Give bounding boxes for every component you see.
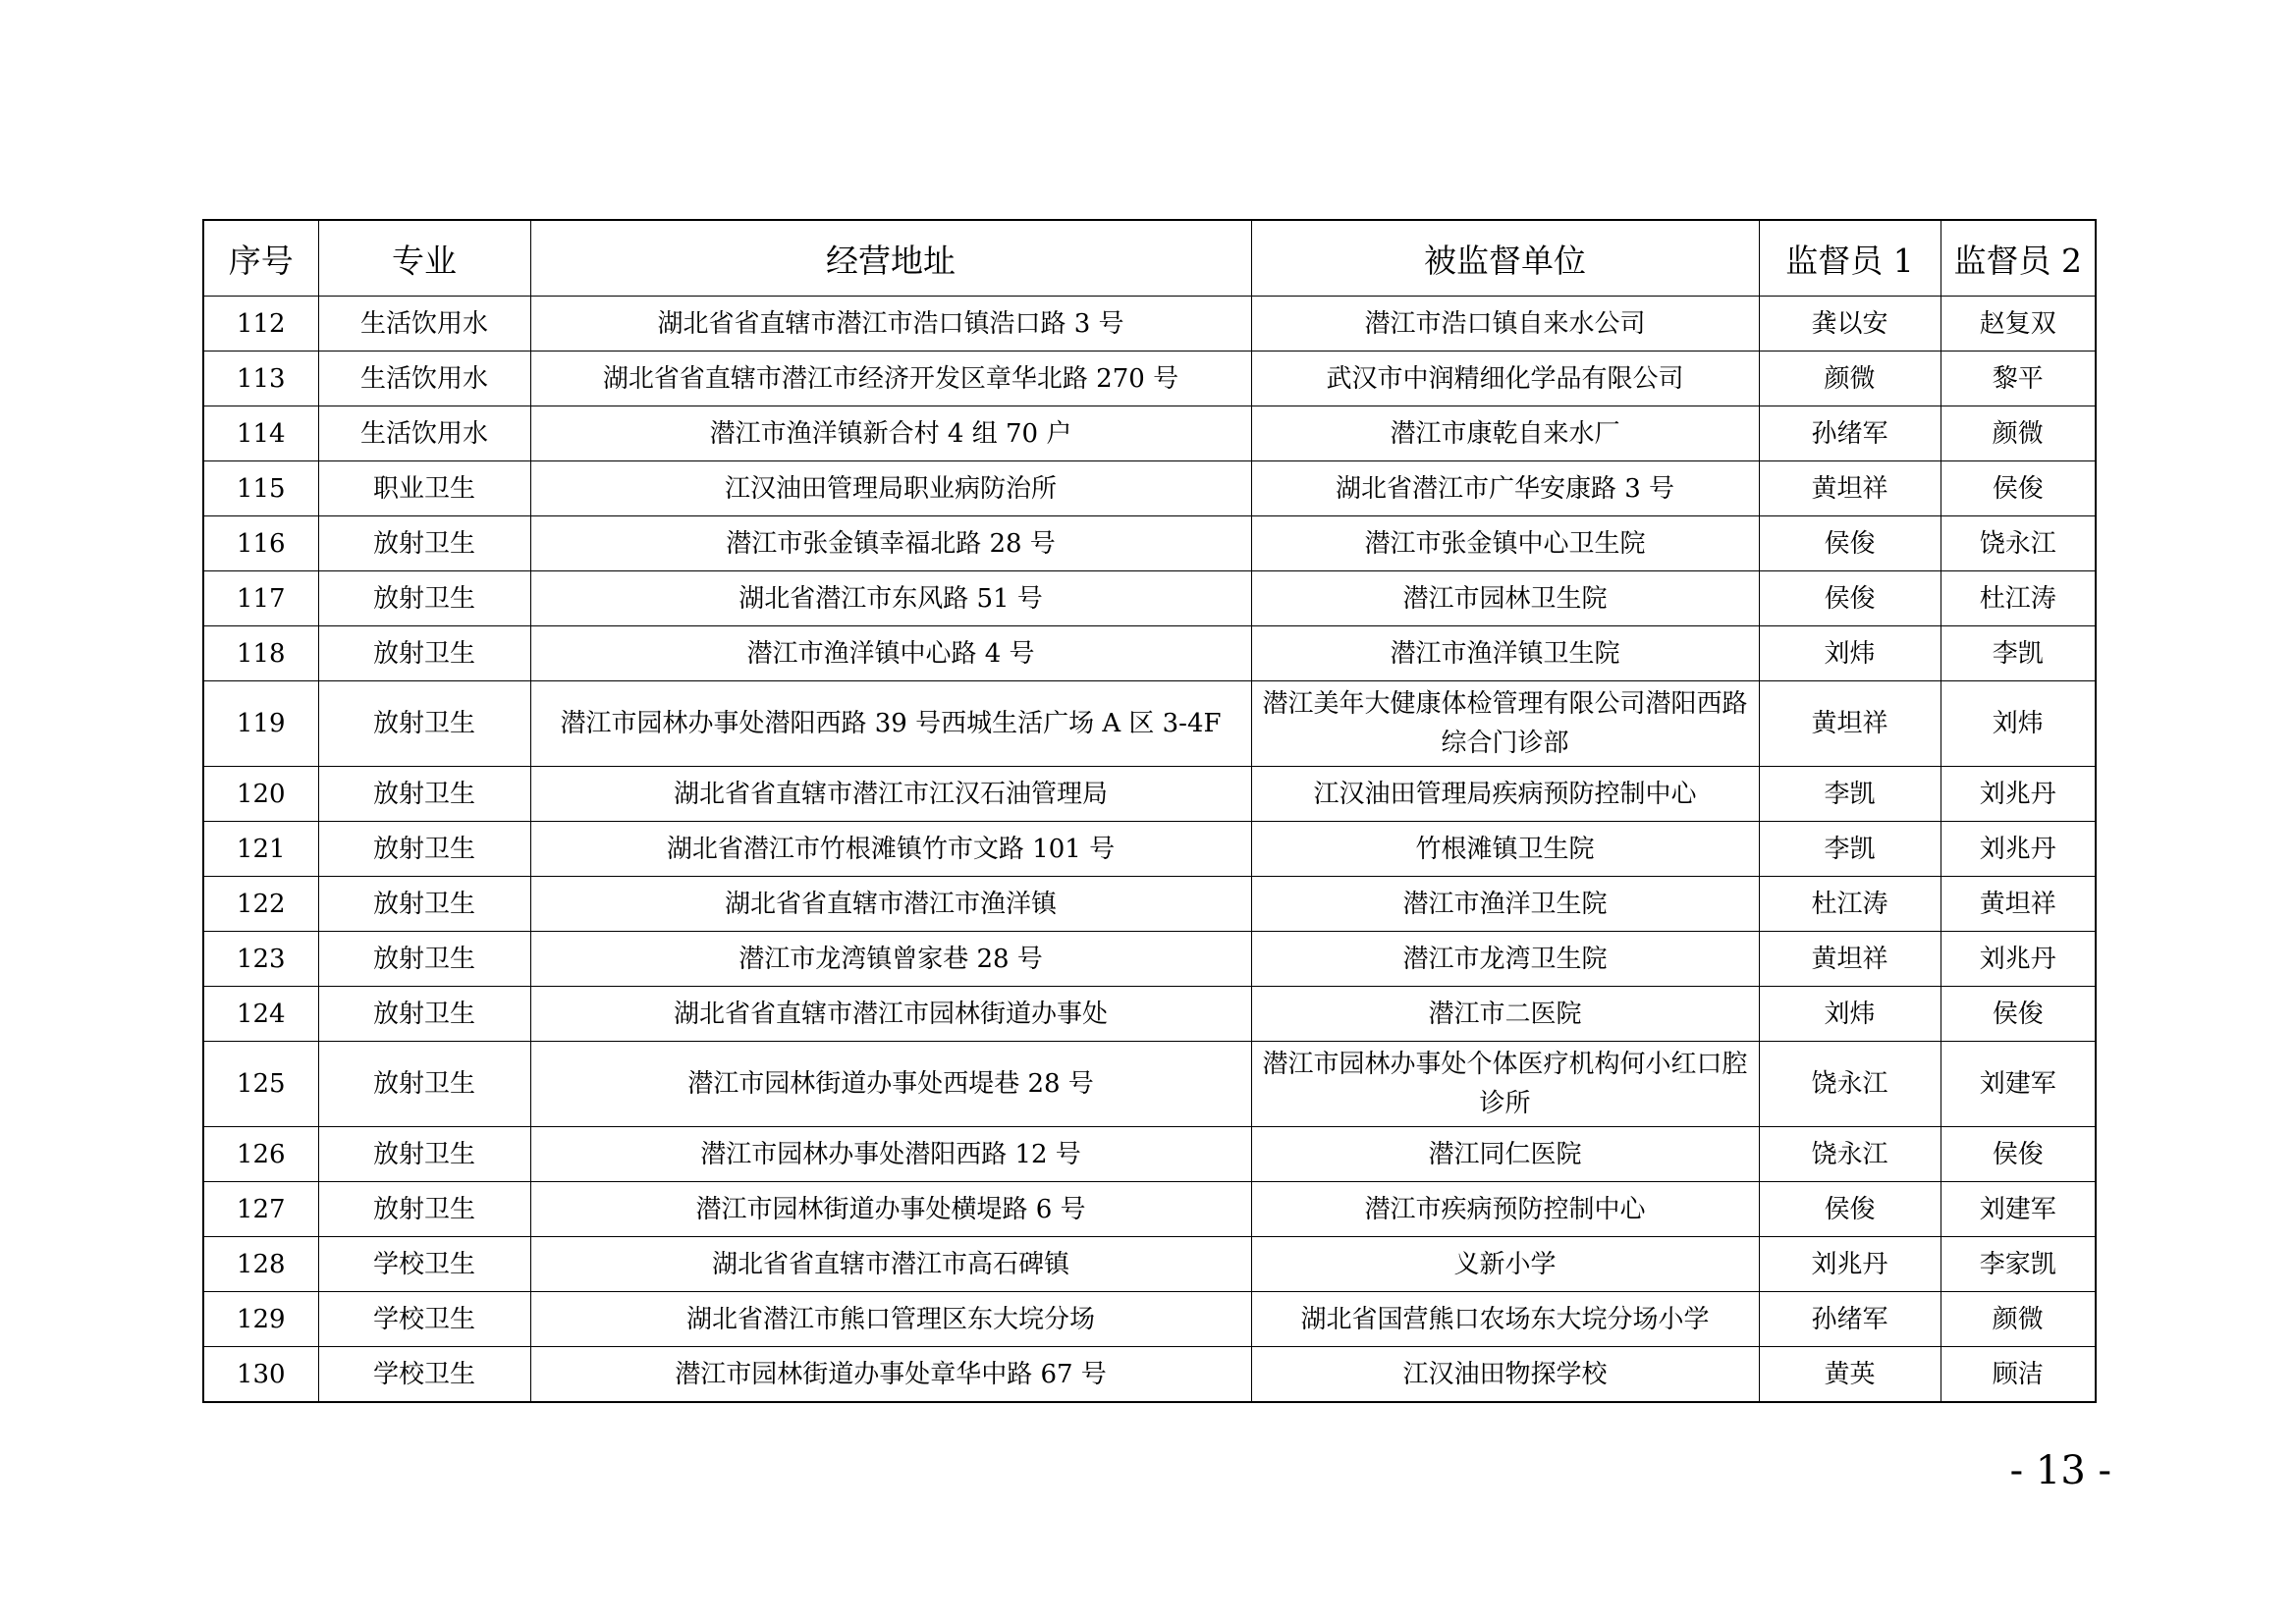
cell-specialty: 生活饮用水	[318, 352, 530, 406]
cell-specialty: 放射卫生	[318, 1042, 530, 1127]
table-row	[203, 516, 2096, 571]
cell-address: 湖北省省直辖市潜江市高石碑镇	[530, 1237, 1251, 1292]
cell-seq: 112	[203, 297, 318, 352]
cell-supervisor-2: 刘兆丹	[1941, 767, 2096, 822]
cell-seq: 125	[203, 1042, 318, 1127]
table-row	[203, 987, 2096, 1042]
table-body	[203, 297, 2096, 1403]
header-supervisor-1: 监督员 1	[1759, 220, 1941, 297]
cell-unit: 潜江市龙湾卫生院	[1251, 932, 1759, 987]
cell-supervisor-2: 刘兆丹	[1941, 932, 2096, 987]
cell-supervisor-2: 侯俊	[1941, 1127, 2096, 1182]
cell-address: 潜江市渔洋镇中心路 4 号	[530, 626, 1251, 681]
cell-supervisor-1: 李凯	[1759, 767, 1941, 822]
cell-supervisor-1: 杜江涛	[1759, 877, 1941, 932]
cell-address: 湖北省省直辖市潜江市浩口镇浩口路 3 号	[530, 297, 1251, 352]
cell-supervisor-1: 孙绪军	[1759, 406, 1941, 461]
cell-supervisor-2: 李家凯	[1941, 1237, 2096, 1292]
cell-unit: 潜江市二医院	[1251, 987, 1759, 1042]
cell-specialty: 生活饮用水	[318, 297, 530, 352]
cell-supervisor-1: 黄英	[1759, 1347, 1941, 1403]
cell-supervisor-1: 孙绪军	[1759, 1292, 1941, 1347]
cell-supervisor-2: 颜微	[1941, 1292, 2096, 1347]
table-row	[203, 822, 2096, 877]
cell-specialty: 放射卫生	[318, 987, 530, 1042]
cell-unit: 湖北省潜江市广华安康路 3 号	[1251, 461, 1759, 516]
cell-seq: 113	[203, 352, 318, 406]
cell-seq: 117	[203, 571, 318, 626]
table-row	[203, 1182, 2096, 1237]
table-row	[203, 461, 2096, 516]
cell-unit: 湖北省国营熊口农场东大垸分场小学	[1251, 1292, 1759, 1347]
cell-unit: 潜江市渔洋镇卫生院	[1251, 626, 1759, 681]
header-address: 经营地址	[530, 220, 1251, 297]
cell-seq: 114	[203, 406, 318, 461]
table-row	[203, 932, 2096, 987]
cell-seq: 124	[203, 987, 318, 1042]
cell-unit: 潜江市渔洋卫生院	[1251, 877, 1759, 932]
cell-specialty: 放射卫生	[318, 626, 530, 681]
page-number: - 13 -	[2009, 1448, 2111, 1493]
cell-specialty: 放射卫生	[318, 1127, 530, 1182]
cell-specialty: 学校卫生	[318, 1347, 530, 1403]
table-row	[203, 767, 2096, 822]
table-row	[203, 626, 2096, 681]
cell-seq: 121	[203, 822, 318, 877]
table-header-row	[203, 220, 2096, 297]
cell-seq: 128	[203, 1237, 318, 1292]
cell-supervisor-1: 龚以安	[1759, 297, 1941, 352]
cell-address: 潜江市园林街道办事处西堤巷 28 号	[530, 1042, 1251, 1127]
cell-seq: 126	[203, 1127, 318, 1182]
cell-specialty: 放射卫生	[318, 516, 530, 571]
header-supervised-unit: 被监督单位	[1251, 220, 1759, 297]
cell-supervisor-2: 顾洁	[1941, 1347, 2096, 1403]
cell-supervisor-1: 黄坦祥	[1759, 681, 1941, 767]
cell-supervisor-2: 侯俊	[1941, 987, 2096, 1042]
cell-seq: 115	[203, 461, 318, 516]
cell-unit: 潜江市疾病预防控制中心	[1251, 1182, 1759, 1237]
cell-supervisor-1: 侯俊	[1759, 1182, 1941, 1237]
cell-unit: 武汉市中润精细化学品有限公司	[1251, 352, 1759, 406]
cell-supervisor-1: 黄坦祥	[1759, 461, 1941, 516]
cell-seq: 120	[203, 767, 318, 822]
cell-supervisor-1: 黄坦祥	[1759, 932, 1941, 987]
cell-specialty: 生活饮用水	[318, 406, 530, 461]
table-row	[203, 877, 2096, 932]
cell-seq: 119	[203, 681, 318, 767]
cell-supervisor-2: 刘炜	[1941, 681, 2096, 767]
cell-supervisor-2: 侯俊	[1941, 461, 2096, 516]
cell-unit: 潜江市园林卫生院	[1251, 571, 1759, 626]
table-row	[203, 571, 2096, 626]
cell-supervisor-2: 黎平	[1941, 352, 2096, 406]
cell-specialty: 放射卫生	[318, 1182, 530, 1237]
cell-unit: 江汉油田管理局疾病预防控制中心	[1251, 767, 1759, 822]
cell-supervisor-1: 刘兆丹	[1759, 1237, 1941, 1292]
cell-supervisor-2: 颜微	[1941, 406, 2096, 461]
cell-unit: 竹根滩镇卫生院	[1251, 822, 1759, 877]
table-row	[203, 297, 2096, 352]
cell-seq: 130	[203, 1347, 318, 1403]
cell-specialty: 学校卫生	[318, 1292, 530, 1347]
cell-seq: 127	[203, 1182, 318, 1237]
cell-supervisor-2: 刘兆丹	[1941, 822, 2096, 877]
cell-unit: 潜江市浩口镇自来水公司	[1251, 297, 1759, 352]
cell-address: 湖北省省直辖市潜江市江汉石油管理局	[530, 767, 1251, 822]
cell-unit: 潜江美年大健康体检管理有限公司潜阳西路综合门诊部	[1251, 681, 1759, 767]
cell-seq: 129	[203, 1292, 318, 1347]
cell-unit: 潜江市园林办事处个体医疗机构何小红口腔诊所	[1251, 1042, 1759, 1127]
cell-unit: 潜江市张金镇中心卫生院	[1251, 516, 1759, 571]
cell-address: 湖北省省直辖市潜江市园林街道办事处	[530, 987, 1251, 1042]
cell-address: 潜江市渔洋镇新合村 4 组 70 户	[530, 406, 1251, 461]
table-row	[203, 1237, 2096, 1292]
cell-address: 潜江市龙湾镇曾家巷 28 号	[530, 932, 1251, 987]
header-specialty: 专业	[318, 220, 530, 297]
cell-specialty: 放射卫生	[318, 681, 530, 767]
cell-address: 湖北省省直辖市潜江市经济开发区章华北路 270 号	[530, 352, 1251, 406]
cell-address: 湖北省省直辖市潜江市渔洋镇	[530, 877, 1251, 932]
table-row	[203, 1292, 2096, 1347]
cell-seq: 118	[203, 626, 318, 681]
cell-supervisor-1: 刘炜	[1759, 987, 1941, 1042]
cell-unit: 潜江市康乾自来水厂	[1251, 406, 1759, 461]
table-row	[203, 1347, 2096, 1403]
cell-supervisor-1: 侯俊	[1759, 571, 1941, 626]
cell-specialty: 放射卫生	[318, 877, 530, 932]
cell-address: 湖北省潜江市熊口管理区东大垸分场	[530, 1292, 1251, 1347]
header-supervisor-2: 监督员 2	[1941, 220, 2096, 297]
cell-supervisor-1: 刘炜	[1759, 626, 1941, 681]
cell-address: 潜江市园林办事处潜阳西路 12 号	[530, 1127, 1251, 1182]
cell-supervisor-1: 饶永江	[1759, 1127, 1941, 1182]
cell-specialty: 职业卫生	[318, 461, 530, 516]
cell-supervisor-1: 颜微	[1759, 352, 1941, 406]
cell-seq: 122	[203, 877, 318, 932]
cell-address: 潜江市张金镇幸福北路 28 号	[530, 516, 1251, 571]
cell-address: 湖北省潜江市竹根滩镇竹市文路 101 号	[530, 822, 1251, 877]
cell-supervisor-2: 黄坦祥	[1941, 877, 2096, 932]
cell-supervisor-1: 饶永江	[1759, 1042, 1941, 1127]
cell-supervisor-2: 刘建军	[1941, 1182, 2096, 1237]
cell-address: 潜江市园林办事处潜阳西路 39 号西城生活广场 A 区 3-4F	[530, 681, 1251, 767]
supervision-table	[202, 219, 2097, 1403]
cell-supervisor-1: 李凯	[1759, 822, 1941, 877]
cell-specialty: 放射卫生	[318, 932, 530, 987]
table-row	[203, 406, 2096, 461]
table-row	[203, 1127, 2096, 1182]
cell-seq: 116	[203, 516, 318, 571]
cell-supervisor-2: 赵复双	[1941, 297, 2096, 352]
cell-supervisor-2: 饶永江	[1941, 516, 2096, 571]
header-seq: 序号	[203, 220, 318, 297]
cell-address: 湖北省潜江市东风路 51 号	[530, 571, 1251, 626]
cell-supervisor-2: 刘建军	[1941, 1042, 2096, 1127]
table-row	[203, 352, 2096, 406]
cell-unit: 潜江同仁医院	[1251, 1127, 1759, 1182]
cell-supervisor-1: 侯俊	[1759, 516, 1941, 571]
table-row	[203, 681, 2096, 767]
cell-address: 潜江市园林街道办事处章华中路 67 号	[530, 1347, 1251, 1403]
cell-unit: 义新小学	[1251, 1237, 1759, 1292]
cell-specialty: 放射卫生	[318, 822, 530, 877]
table-row	[203, 1042, 2096, 1127]
cell-address: 潜江市园林街道办事处横堤路 6 号	[530, 1182, 1251, 1237]
cell-seq: 123	[203, 932, 318, 987]
cell-address: 江汉油田管理局职业病防治所	[530, 461, 1251, 516]
cell-unit: 江汉油田物探学校	[1251, 1347, 1759, 1403]
cell-supervisor-2: 杜江涛	[1941, 571, 2096, 626]
cell-specialty: 放射卫生	[318, 767, 530, 822]
cell-supervisor-2: 李凯	[1941, 626, 2096, 681]
cell-specialty: 放射卫生	[318, 571, 530, 626]
cell-specialty: 学校卫生	[318, 1237, 530, 1292]
